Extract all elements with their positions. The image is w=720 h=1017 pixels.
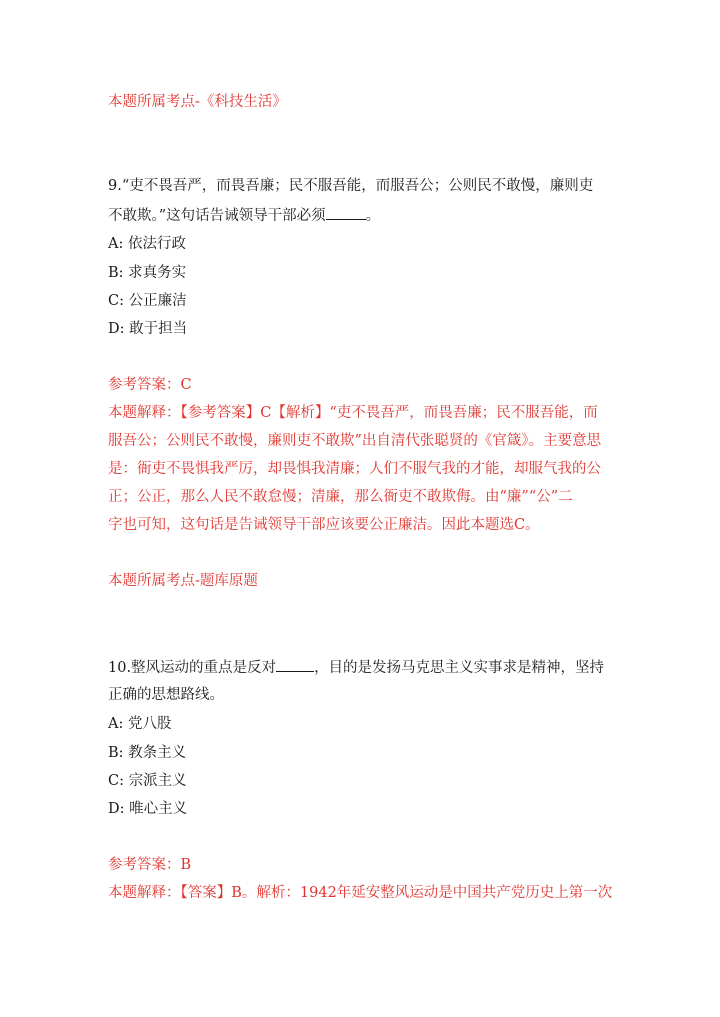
explanation-line: 本题解释：【答案】B。解析：1942年延安整风运动是中国共产党历史上第一次 — [108, 885, 613, 901]
explanation-line: 本题解释：【参考答案】C【解析】“吏不畏吾严，而畏吾廉；民不服吾能，而 — [108, 405, 598, 421]
option-d: D: 敢于担当 — [108, 321, 188, 337]
option-d: D: 唯心主义 — [108, 801, 188, 817]
question-text-part: 不敢欺。”这句话告诫领导干部必须 — [108, 208, 326, 224]
topic-label: 本题所属考点-题库原题 — [108, 573, 258, 589]
explanation-line: 字也可知，这句话是告诫领导干部应该要公正廉洁。因此本题选C。 — [108, 517, 540, 533]
option-a: A: 依法行政 — [108, 236, 186, 252]
question-text — [108, 205, 380, 226]
answer-blank — [326, 205, 366, 220]
option-a: A: 党八股 — [108, 716, 172, 732]
answer-label: 参考答案：C — [108, 377, 192, 393]
answer-label: 参考答案：B — [108, 857, 192, 873]
explanation-line: 正；公正，那么人民不敢怠慢；清廉，那么衙吏不敢欺侮。由“廉”“公”二 — [108, 489, 573, 505]
explanation-line: 是：衙吏不畏惧我严厉，却畏惧我清廉；人们不服气我的才能，却服气我的公 — [108, 461, 601, 477]
topic-label: 本题所属考点-《科技生活》 — [108, 94, 287, 110]
question-text-part: ，目的是发扬马克思主义实事求是精神，坚持 — [314, 660, 605, 676]
question-text-part: 。 — [365, 208, 381, 224]
question-text — [108, 657, 604, 678]
question-text: 9.“吏不畏吾严，而畏吾廉；民不服吾能，而服吾公；公则民不敢慢，廉则吏 — [108, 178, 594, 194]
option-c: C: 公正廉洁 — [108, 293, 187, 309]
answer-blank — [276, 657, 314, 672]
option-c: C: 宗派主义 — [108, 773, 187, 789]
question-text: 正确的思想路线。 — [108, 687, 224, 703]
explanation-line: 服吾公；公则民不敢慢，廉则吏不敢欺”出自清代张聪贤的《官箴》。主要意思 — [108, 433, 602, 449]
question-text-part: 10.整风运动的重点是反对 — [108, 660, 277, 676]
option-b: B: 教条主义 — [108, 745, 187, 761]
option-b: B: 求真务实 — [108, 265, 187, 281]
